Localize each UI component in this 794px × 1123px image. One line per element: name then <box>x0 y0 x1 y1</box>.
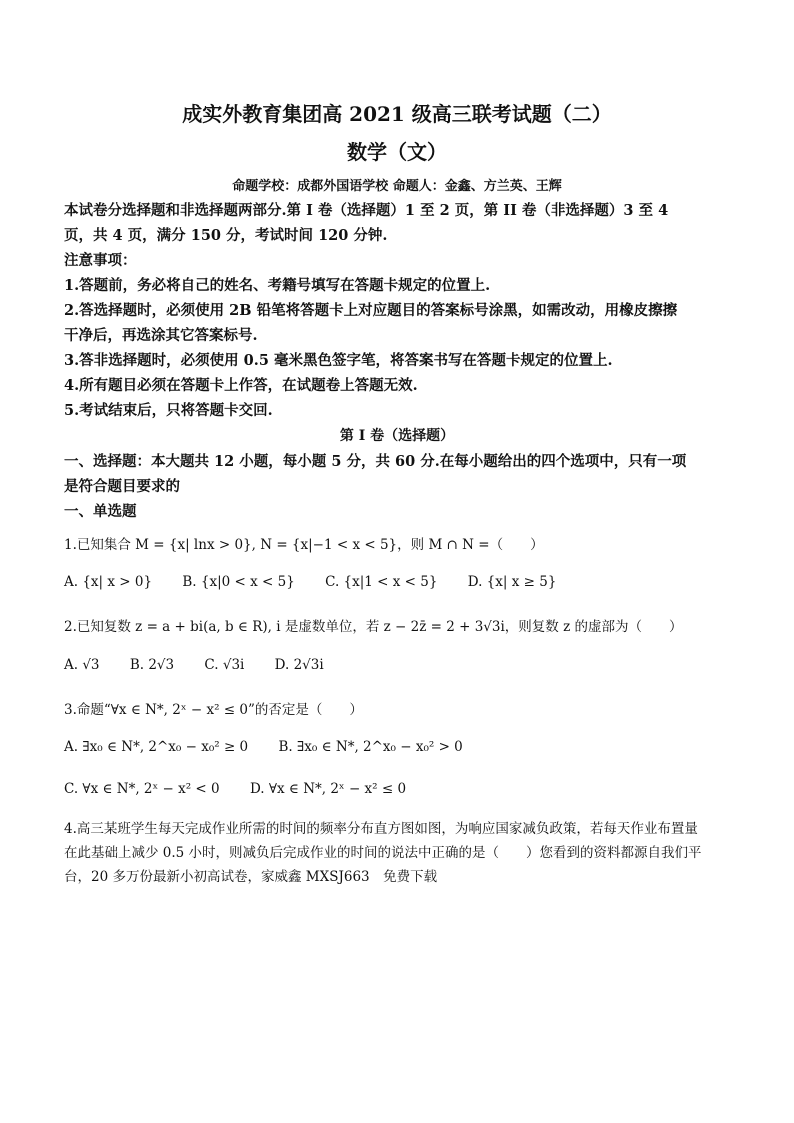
section-title: 第 I 卷（选择题） <box>339 428 455 444</box>
q2-options <box>64 657 350 673</box>
intro-line-2: 页，共 4 页，满分 150 分，考试时间 120 分钟. <box>64 227 388 244</box>
q3-options-ab <box>64 739 489 755</box>
q3-option-d: D. ∀x ∈ N*, 2ˣ − x² ≤ 0 <box>249 781 407 797</box>
notes-heading: 注意事项： <box>64 252 137 269</box>
intro-line-1: 本试卷分选择题和非选择题两部分.第 I 卷（选择题）1 至 2 页，第 II 卷（非选择题）3 至 4 <box>64 202 669 219</box>
q1-options <box>64 574 582 590</box>
q2-option-b: B. 2√3 <box>129 657 175 673</box>
section-desc-1: 一、选择题：本大题共 12 小题，每小题 5 分，共 60 分.在每小题给出的四个选项中，只有一项 <box>64 453 687 470</box>
exam-meta: 命题学校：成都外国语学校 命题人：金鑫、方兰英、王辉 <box>232 179 562 194</box>
exam-subject: 数学（文） <box>347 140 447 164</box>
q2-option-d: D. 2√3i <box>274 657 324 673</box>
q4-line-1: 4.高三某班学生每天完成作业所需的时间的频率分布直方图如图，为响应国家减负政策，若每天作业布置量 <box>64 821 698 837</box>
section-sub: 一、单选题 <box>64 503 137 520</box>
q3-option-b: B. ∃x₀ ∈ N*, 2^x₀ − x₀² > 0 <box>278 739 463 755</box>
q3-options-cd <box>64 781 432 797</box>
q1-option-a: A. {x| x > 0} <box>64 574 153 590</box>
q4-line-2: 在此基础上减少 0.5 小时，则减负后完成作业的时间的说法中正确的是（ ）您看到的资料都源自我们平 <box>64 845 702 861</box>
note-5: 5.考试结束后，只将答题卡交回. <box>64 402 273 419</box>
q1-stem: 1.已知集合 M = {x| lnx > 0}, N = {x|−1 < x < 5}，则 M ∩ N =（ ） <box>64 537 544 553</box>
q3-option-a: A. ∃x₀ ∈ N*, 2^x₀ − x₀² ≥ 0 <box>64 739 249 755</box>
q3-stem: 3.命题“∀x ∈ N*, 2ˣ − x² ≤ 0”的否定是（ ） <box>64 702 363 718</box>
note-3: 3.答非选择题时，必须使用 0.5 毫米黑色签字笔，将答案书写在答题卡规定的位置上. <box>64 352 613 369</box>
note-2b: 干净后，再选涂其它答案标号. <box>64 327 258 344</box>
q2-option-a: A. √3 <box>64 657 100 673</box>
q1-option-d: D. {x| x ≥ 5} <box>467 574 557 590</box>
q1-option-c: C. {x|1 < x < 5} <box>325 574 438 590</box>
note-1: 1.答题前，务必将自己的姓名、考籍号填写在答题卡规定的位置上. <box>64 277 491 294</box>
q3-option-c: C. ∀x ∈ N*, 2ˣ − x² < 0 <box>64 781 220 797</box>
exam-title: 成实外教育集团高 2021 级高三联考试题（二） <box>182 102 612 126</box>
q2-option-c: C. √3i <box>204 657 245 673</box>
note-2a: 2.答选择题时，必须使用 2B 铅笔将答题卡上对应题目的答案标号涂黑，如需改动，用橡皮擦擦 <box>64 302 678 319</box>
q4-line-3: 台，20 多万份最新小初高试卷，家威鑫 MXSJ663 免费下载 <box>64 869 438 885</box>
q1-option-b: B. {x|0 < x < 5} <box>182 574 295 590</box>
q2-stem: 2.已知复数 z = a + bi(a, b ∈ R), i 是虚数单位，若 z − 2z̄ = 2 + 3√3i，则复数 z 的虚部为（ ） <box>64 619 683 635</box>
note-4: 4.所有题目必须在答题卡上作答，在试题卷上答题无效. <box>64 377 418 394</box>
section-desc-2: 是符合题目要求的 <box>64 478 180 495</box>
